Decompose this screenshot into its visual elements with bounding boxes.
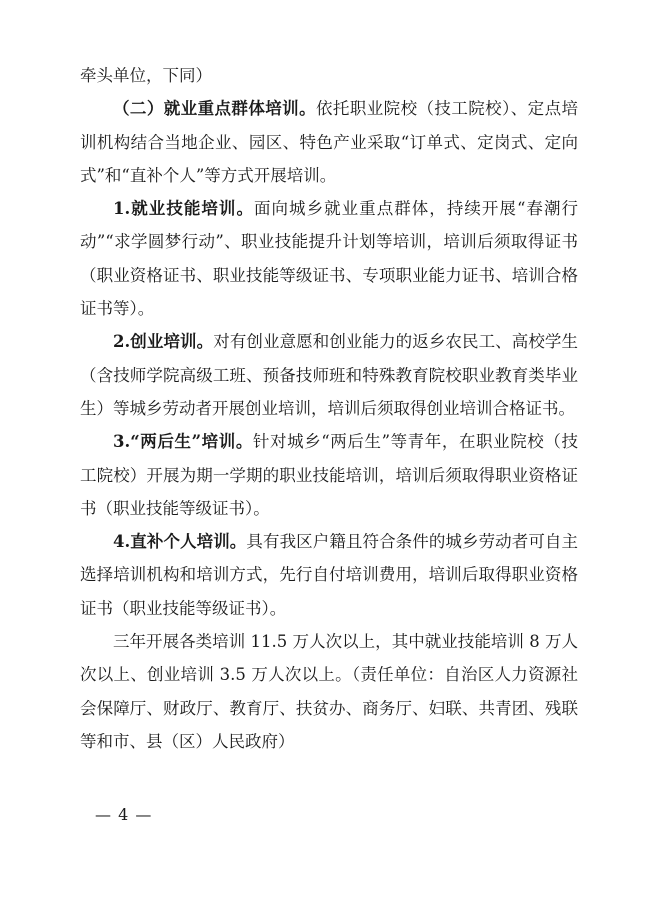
section-direct-subsidy-training [80,525,578,625]
section-skills-training [80,192,578,325]
section-two-after-training [80,425,578,525]
carry-over-line: 牵头单位，下同） [80,66,212,85]
summary-paragraph: 三年开展各类培训 11.5 万人次以上，其中就业技能培训 8 万人次以上、创业培训 3.5 万人次以上。（责任单位：自治区人力资源社会保障厅、财政厅、教育厅、扶贫办、商务厅、妇联、共青团、残联等和市、县（区）人民政府） [80,632,578,751]
section-entrepreneurship-training [80,325,578,425]
section-body: 面向城乡就业重点群体，持续开展“春潮行动”“求学圆梦行动”、职业技能提升计划等培训，培训后须取得证书（职业资格证书、职业技能等级证书、专项职业能力证书、培训合格证书等）。 [80,199,578,319]
section-heading: 3.“两后生”培训。 [113,432,253,452]
section-heading: （二）就业重点群体培训。 [113,99,316,119]
page-number: — 4 — [95,805,153,824]
section-body: 依托职业院校（技工院校）、定点培训机构结合当地企业、园区、特色产业采取“订单式、定岗式、定向式”和“直补个人”等方式开展培训。 [80,99,579,185]
section-heading: 4.直补个人培训。 [113,532,247,552]
section-body: 对有创业意愿和创业能力的返乡农民工、高校学生（含技师学院高级工班、预备技师班和特殊教育院校职业教育类毕业生）等城乡劳动者开展创业培训，培训后须取得创业培训合格证书。 [80,332,578,418]
document-body [80,59,578,758]
section-body: 具有我区户籍且符合条件的城乡劳动者可自主选择培训机构和培训方式，先行自付培训费用，培训后取得职业资格证书（职业技能等级证书）。 [80,532,579,618]
section-body: 针对城乡“两后生”等青年，在职业院校（技工院校）开展为期一学期的职业技能培训，培训后须取得职业资格证书（职业技能等级证书）。 [80,432,578,518]
section-heading: 2.创业培训。 [113,332,214,352]
section-employment-groups [80,92,578,192]
section-heading: 1.就业技能培训。 [113,199,254,219]
